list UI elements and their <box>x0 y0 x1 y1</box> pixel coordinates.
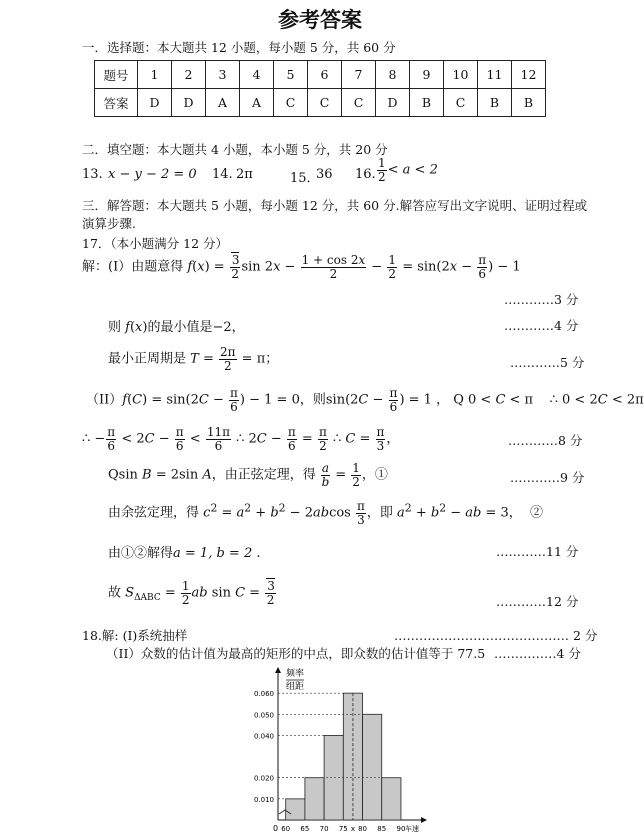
y-tick-label: 0.050 <box>253 711 274 720</box>
q17-range-line: ∴ − $\frac{\pi}{6}$ < 2C − $\frac{\pi}{6}$ < $\frac{11\pi}{6}$ ∴ 2C − $\frac{\pi}{6}$ = $\frac{\pi}{2}$ ∴ C = $\frac{\pi}{3}$ ， <box>82 425 400 453</box>
question-number-cell: 5 <box>274 61 308 89</box>
q17-header: 17．（本小题满分 12 分） <box>82 236 229 251</box>
q13-answer: x − y − 2 = 0 <box>108 167 197 182</box>
answer-cell: C <box>342 89 376 117</box>
row-label-num: 题号 <box>95 61 138 89</box>
solve-text: 由①②解得 <box>108 546 174 561</box>
row-label-ans: 答案 <box>95 89 138 117</box>
q16-frac-num: 1 <box>378 156 386 170</box>
answer-cell: D <box>138 89 172 117</box>
y-tick-label: 0.040 <box>253 732 274 741</box>
score-4: …………4 分 <box>504 318 579 333</box>
solve-math: a = 1, b = 2 . <box>173 546 261 561</box>
section3-heading-line2: 演算步骤. <box>82 216 136 231</box>
circle-two: ② <box>530 505 544 521</box>
question-number-cell: 9 <box>410 61 444 89</box>
score-12: …………12 分 <box>496 594 579 609</box>
answer-cell: C <box>274 89 308 117</box>
question-number-cell: 1 <box>138 61 172 89</box>
question-number-cell: 10 <box>444 61 478 89</box>
period-prefix: 最小正周期是 <box>108 351 187 367</box>
q15-answer: 36 <box>316 167 333 182</box>
x-tick-label: 60 <box>281 825 291 833</box>
x-tick-label: 80 <box>358 825 367 833</box>
min-prefix: 则 <box>108 320 122 335</box>
q18-score-2: …………………………………… 2 分 <box>394 628 598 643</box>
q17-part2-line: （II）f(C) = sin(2C − $\frac{\pi}{6}$ ) − 1 = 0，则sin(2C − $\frac{\pi}{6}$ ) = 1 ， Q 0 < C < π ∴ 0 < 2C < 2π <box>86 386 644 414</box>
ylabel-top: 频率 <box>286 669 305 679</box>
q17-cosine-line: 由余弦定理，得 $c^2 = a^2 + b^2 - 2abcos$ $\frac{\pi}{3}$ ，即 $a^2 + b^2$ − ab = 3， ② <box>108 499 544 527</box>
histogram-bar <box>363 714 382 820</box>
q-symbol-2: Q <box>108 467 119 483</box>
origin-label: 0 <box>273 824 279 833</box>
section1-heading: 一．选择题：本大题共 12 小题，每小题 5 分，共 60 分 <box>82 40 396 55</box>
y-tick-label: 0.060 <box>253 690 274 699</box>
question-number-cell: 2 <box>172 61 206 89</box>
q17-area-line: 故 $S_{\Delta ABC}$ = $\frac{1}{2}$ ab sin C = $\frac{3}{2}$ <box>108 579 275 607</box>
score-5: …………5 分 <box>510 355 585 370</box>
answer-cell: C <box>444 89 478 117</box>
x-tick-label: 70 <box>319 825 329 833</box>
answer-table <box>94 60 546 117</box>
q18-score-4: ……………4 分 <box>494 646 581 661</box>
answer-cell: B <box>478 89 512 117</box>
x-tick-label: 90 <box>396 825 406 833</box>
score-8: …………8 分 <box>508 433 583 448</box>
q18-line1: 18.解: (I)系统抽样 <box>82 628 188 643</box>
q16-frac-den: 2 <box>378 169 386 184</box>
x-tick-label: 75 <box>338 825 348 833</box>
q14-number: 14. <box>212 167 233 182</box>
q15-number: 15． <box>290 171 320 186</box>
q17-min-line: 则 f(x)的最小值是−2， <box>108 320 245 335</box>
question-number-cell: 3 <box>206 61 240 89</box>
q14-answer: 2π <box>236 167 253 182</box>
answer-cell: B <box>410 89 444 117</box>
question-number-cell: 7 <box>342 61 376 89</box>
table-row-numbers <box>95 61 546 89</box>
score-3: …………3 分 <box>504 292 579 307</box>
circle-one: ① <box>374 467 388 483</box>
q16-answer <box>376 157 438 183</box>
question-number-cell: 11 <box>478 61 512 89</box>
histogram-bar <box>286 799 305 820</box>
score-9: …………9 分 <box>510 470 585 485</box>
section3-heading-line1: 三．解答题：本大题共 5 小题，每小题 12 分，共 60 分.解答应写出文字说明、证明过程或 <box>82 198 588 213</box>
histogram-bar <box>382 778 401 820</box>
q17-part1-line: 解：(I）由题意得 f(x) = $\frac{3}{2}$ sin 2x − $\frac{1 + \cos 2x}{2}$ − $\frac{1}{2}$ = sin(2x − $\frac{\pi}{6}$ ) − 1 <box>82 253 521 281</box>
histogram-bar <box>305 778 324 820</box>
question-number-cell: 4 <box>240 61 274 89</box>
q-symbol: Q <box>453 392 464 408</box>
x-axis-label: 车速 <box>405 825 419 833</box>
x-tick-label: 85 <box>377 825 387 833</box>
score-11: …………11 分 <box>496 544 579 559</box>
question-number-cell: 6 <box>308 61 342 89</box>
q17-sine-line: Qsin B = 2sin A，由正弦定理，得 $\frac{a}{b}$ = $\frac{1}{2}$ ，① <box>108 461 388 489</box>
page-title: 参考答案 <box>278 8 362 32</box>
q13-number: 13. <box>82 167 103 182</box>
answer-cell: A <box>206 89 240 117</box>
min-suffix: 的最小值是−2， <box>147 320 245 335</box>
frequency-histogram <box>252 660 430 838</box>
cosine-law-text: 由余弦定理，得 <box>108 505 200 521</box>
y-tick-label: 0.010 <box>253 795 274 804</box>
question-number-cell: 8 <box>376 61 410 89</box>
q17-part1-label: 解：(I）由题意得 <box>82 259 184 275</box>
cond-text: ，则 <box>299 392 326 408</box>
q18-line2: （II）众数的估计值为最高的矩形的中点，即众数的估计值等于 77.5 <box>106 646 486 661</box>
answer-cell: C <box>308 89 342 117</box>
ylabel-bottom: 组距 <box>286 682 305 692</box>
y-tick-label: 0.020 <box>253 774 274 783</box>
answer-cell: D <box>376 89 410 117</box>
x-tick-label: x <box>350 825 355 833</box>
q16-number: 16. <box>355 167 376 182</box>
area-prefix: 故 <box>108 585 122 601</box>
q17-solve-line <box>108 542 260 561</box>
cosine-mid: ，即 <box>366 505 393 521</box>
q17-period-line: 最小正周期是 T = $\frac{2\pi}{2}$ = π； <box>108 345 279 373</box>
answer-cell: D <box>172 89 206 117</box>
table-row-answers <box>95 89 546 117</box>
part2-label: （II） <box>86 392 123 408</box>
sine-law-text: 由正弦定理，得 <box>224 467 316 483</box>
section2-heading: 二．填空题：本大题共 4 小题，本小题 5 分，共 20 分 <box>82 142 388 157</box>
answer-cell: A <box>240 89 274 117</box>
answer-cell: B <box>512 89 546 117</box>
x-tick-label: 65 <box>300 825 310 833</box>
question-number-cell: 12 <box>512 61 546 89</box>
q16-inequality: < a < 2 <box>387 162 438 178</box>
